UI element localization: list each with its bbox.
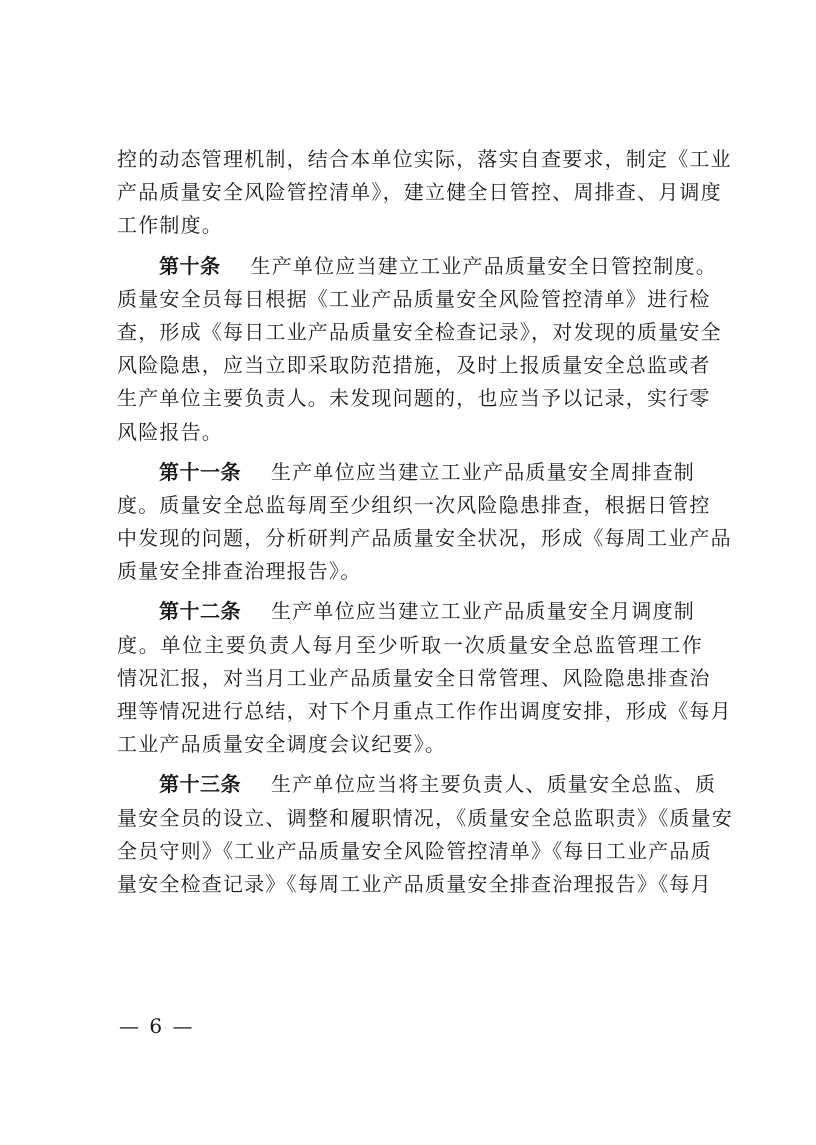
text-line: 质量安全排查治理报告》。 [117, 559, 362, 584]
article-11-lead: 生产单位应当建立工业产品质量安全周排查制 [271, 459, 695, 484]
article-12-lead: 生产单位应当建立工业产品质量安全月调度制 [271, 599, 695, 624]
text-line: 度。单位主要负责人每月至少听取一次质量安全总监管理工作 [117, 632, 703, 657]
text-line: 生产单位主要负责人。未发现问题的，也应当予以记录，实行零 [117, 386, 711, 411]
document-body [117, 143, 733, 901]
text-line: 风险报告。 [117, 419, 223, 444]
text-line: 工业产品质量安全调度会议纪要》。 [117, 732, 447, 757]
text-line: 产品质量安全风险管控清单》，建立健全日管控、周排查、月调度 [117, 180, 722, 205]
article-13-title: 第十三条 [159, 772, 241, 797]
text-line: 查，形成《每日工业产品质量安全检查记录》，对发现的质量安全 [117, 319, 722, 344]
text-line: 风险隐患，应当立即采取防范措施，及时上报质量安全总监或者 [117, 353, 711, 378]
text-line: 量安全员的设立、调整和履职情况，《质量安全总监职责》《质量安 [117, 805, 733, 830]
article-11-title: 第十一条 [159, 459, 241, 484]
article-10-title: 第十条 [159, 253, 221, 278]
text-line: 情况汇报，对当月工业产品质量安全日常管理、风险隐患排查治 [117, 665, 711, 690]
text-line: 工作制度。 [117, 213, 223, 238]
text-line: 控的动态管理机制，结合本单位实际，落实自查要求，制定《工业 [117, 147, 732, 171]
text-line: 中发现的问题，分析研判产品质量安全状况，形成《每周工业产品 [117, 526, 732, 551]
article-10-first-line [117, 250, 717, 283]
text-line: 度。质量安全总监每周至少组织一次风险隐患排查，根据日管控 [117, 492, 711, 517]
article-13-first-line [117, 768, 717, 801]
text-line: 全员守则》《工业产品质量安全风险管控清单》《每日工业产品质 [117, 838, 712, 863]
text-line: 理等情况进行总结，对下个月重点工作作出调度安排，形成《每月 [117, 699, 732, 723]
article-12-title: 第十二条 [159, 599, 241, 624]
article-10-lead: 生产单位应当建立工业产品质量安全日管控制度。 [250, 253, 717, 278]
article-12-first-line [117, 595, 703, 628]
text-line: 量安全检查记录》《每周工业产品质量安全排查治理报告》《每月 [117, 871, 712, 896]
page-number: — 6 — [119, 1014, 195, 1038]
article-13-lead: 生产单位应当将主要负责人、质量安全总监、质 [271, 772, 717, 797]
article-11-first-line [117, 456, 703, 489]
text-line: 质量安全员每日根据《工业产品质量安全风险管控清单》进行检 [117, 286, 711, 311]
